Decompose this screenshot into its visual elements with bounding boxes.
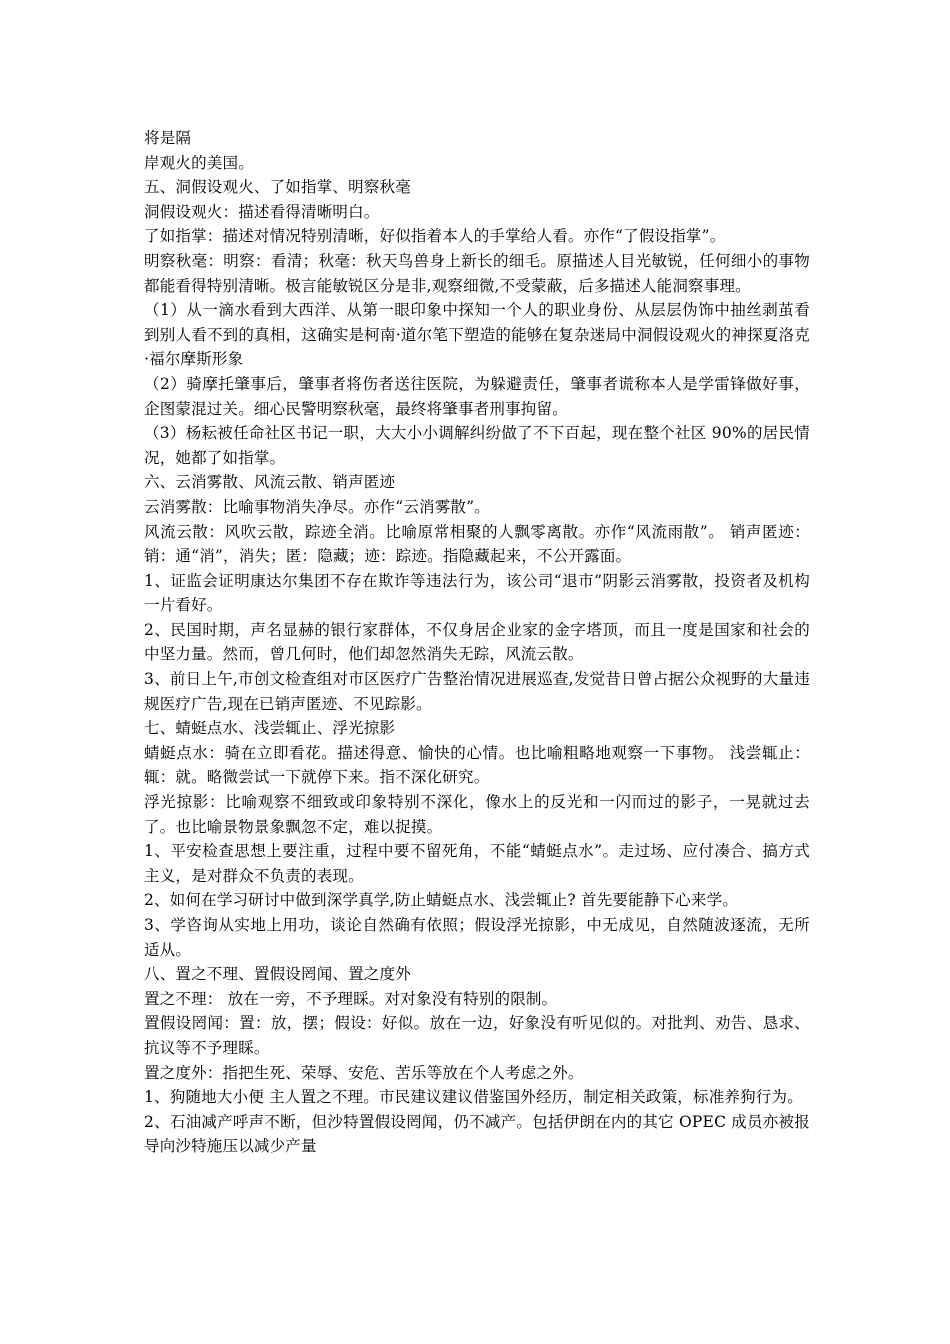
section-heading-5: 五、洞假设观火、了如指掌、明察秋毫 [144,178,411,197]
section-heading-7: 七、蜻蜓点水、浅尝辄止、浮光掠影 [144,719,396,738]
example-paragraph: 3、前日上午,市创文检查组对市区医疗广告整治情况进展巡查,发觉昔日曾占据公众视野的大量违规医疗广告,现在已销声匿迹、不见踪影。 [144,670,810,713]
example-paragraph: （1）从一滴水看到大西洋、从第一眼印象中探知一个人的职业身份、从层层伪饰中抽丝剥茧看到别人看不到的真相，这确实是柯南·道尔笔下塑造的能够在复杂迷局中洞假设观火的神探夏洛克·福尔摩斯形象 [144,301,810,369]
definition-paragraph: 置之度外：指把生死、荣辱、安危、苦乐等放在个人考虑之外。 [144,1063,584,1082]
example-paragraph: 1、证监会证明康达尔集团不存在欺诈等违法行为，该公司“退市”阴影云消雾散，投资者及机构一片看好。 [144,571,810,615]
example-paragraph: 2、石油减产呼声不断，但沙特置假设罔闻，仍不减产。包括伊朗在内的其它 OPEC 成员亦被报导向沙特施压以减少产量 [144,1112,810,1156]
definition-paragraph: 浮光掠影：比喻观察不细致或印象特别不深化，像水上的反光和一闪而过的影子，一晃就过去了。也比喻景物景象飘忽不定，难以捉摸。 [144,793,810,836]
section-heading-8: 八、置之不理、置假设罔闻、置之度外 [144,965,411,984]
paragraph-2: 岸观火的美国。 [144,153,254,172]
definition-paragraph: 风流云散：风吹云散，踪迹全消。比喻原常相聚的人飘零离散。亦作“风流雨散”。 销声匿迹：销：通“消”，消失；匿：隐藏；迹：踪迹。指隐藏起来，不公开露面。 [144,522,810,566]
example-paragraph: 3、学咨询从实地上用功，谈论自然确有依照；假设浮光掠影，中无成见，自然随波逐流，无所适从。 [144,916,810,959]
paragraph-1: 将是隔 [144,129,192,147]
example-paragraph: 1、狗随地大小便 主人置之不理。市民建议建议借鉴国外经历，制定相关政策，标准养狗行为。 [144,1088,803,1107]
example-paragraph: 1、平安检查思想上要注重，过程中要不留死角，不能“蜻蜓点水”。走过场、应付凑合、搞方式主义，是对群众不负责的表现。 [144,842,810,885]
document-page [144,126,810,1159]
definition-paragraph: 明察秋毫：明察：看清；秋毫：秋天鸟兽身上新长的细毛。原描述人目光敏锐，任何细小的事物都能看得特别清晰。极言能敏锐区分是非,观察细微,不受蒙蔽，后多描述人能洞察事理。 [144,251,810,295]
example-paragraph: 2、民国时期，声名显赫的银行家群体，不仅身居企业家的金字塔顶，而且一度是国家和社会的中坚力量。然而，曾几何时，他们却忽然消失无踪，风流云散。 [144,620,810,664]
section-heading-6: 六、云消雾散、风流云散、销声匿迹 [144,473,396,492]
definition-paragraph: 蜻蜓点水：骑在立即看花。描述得意、愉快的心情。也比喻粗略地观察一下事物。 浅尝辄止：辄：就。略微尝试一下就停下来。指不深化研究。 [144,743,810,787]
definition-paragraph: 洞假设观火：描述看得清晰明白。 [144,202,380,221]
definition-paragraph: 置之不理： 放在一旁，不予理睬。对对象没有特别的限制。 [144,989,558,1008]
definition-paragraph: 云消雾散：比喻事物消失净尽。亦作“云消雾散”。 [144,497,490,516]
definition-paragraph: 置假设罔闻：置：放，摆；假设：好似。放在一边，好象没有听见似的。对批判、劝告、恳求、抗议等不予理睬。 [144,1014,810,1057]
definition-paragraph: 了如指掌：描述对情况特别清晰，好似指着本人的手掌给人看。亦作“了假设指掌”。 [144,227,726,246]
example-paragraph: 2、如何在学习研讨中做到深学真学,防止蜻蜓点水、浅尝辄止? 首先要能静下心来学。 [144,891,739,910]
example-paragraph: （3）杨耘被任命社区书记一职，大大小小调解纠纷做了不下百起，现在整个社区 90%的居民情况，她都了如指掌。 [144,424,810,467]
example-paragraph: （2）骑摩托肇事后，肇事者将伤者送往医院，为躲避责任，肇事者谎称本人是学雷锋做好事，企图蒙混过关。细心民警明察秋毫，最终将肇事者刑事拘留。 [144,374,810,418]
